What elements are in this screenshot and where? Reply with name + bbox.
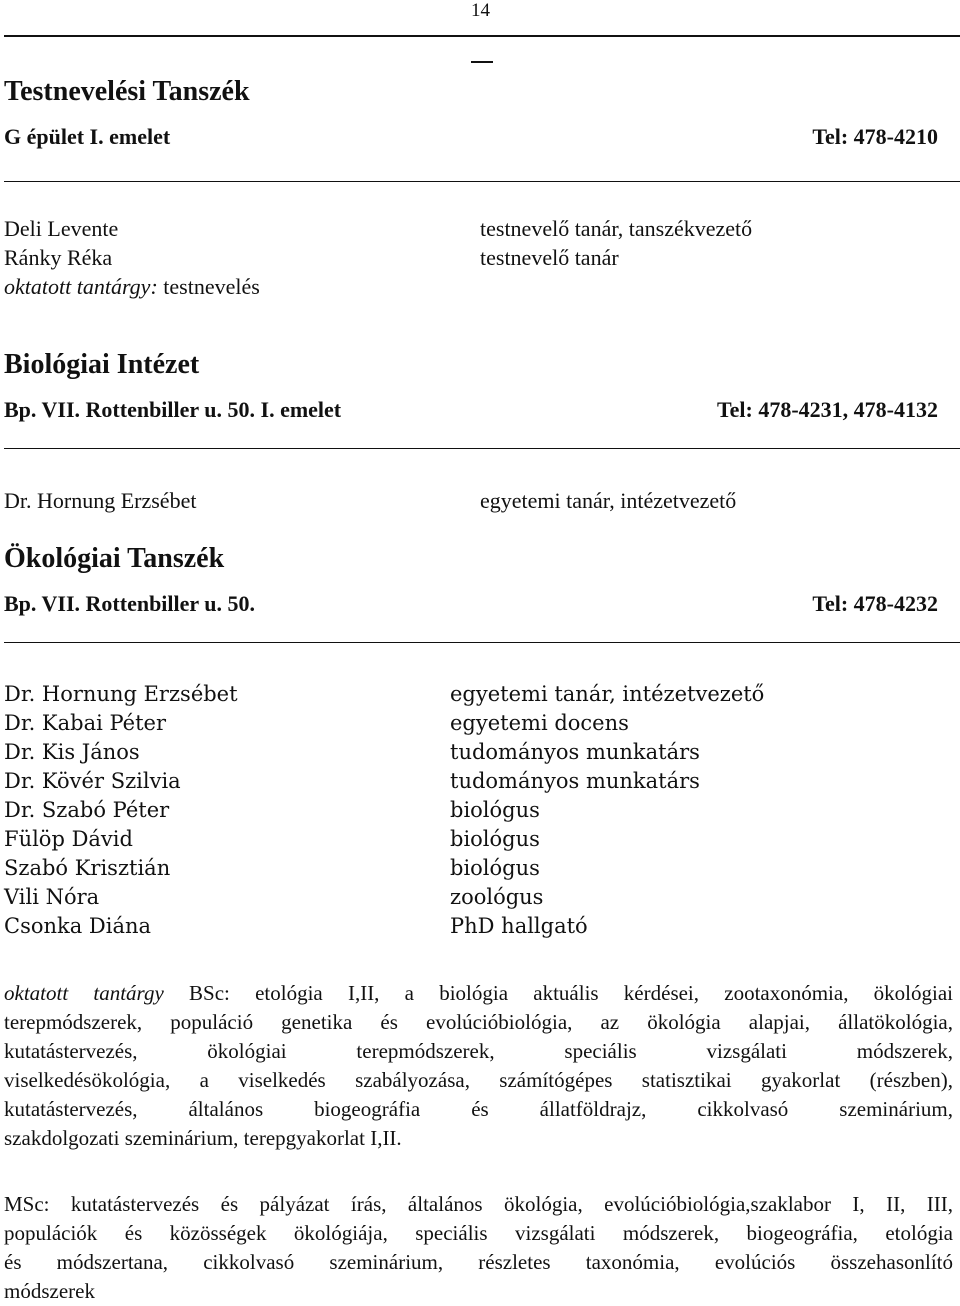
staff-role: tudományos munkatárs bbox=[450, 769, 700, 793]
section-tel: Tel: 478-4210 bbox=[812, 124, 938, 149]
staff-role: biológus bbox=[450, 798, 540, 822]
staff-names bbox=[4, 680, 238, 941]
staff-role: egyetemi tanár, intézetvezető bbox=[480, 488, 737, 513]
staff-role: egyetemi tanár, intézetvezető bbox=[450, 682, 765, 706]
staff-role: zoológus bbox=[450, 885, 544, 909]
bsc-subjects-paragraph bbox=[4, 979, 953, 1153]
staff-name: Szabó Krisztián bbox=[4, 856, 171, 880]
section-tel: Tel: 478-4231, 478-4132 bbox=[716, 397, 938, 422]
staff-name: Ránky Réka bbox=[4, 245, 113, 270]
subject-label: oktatott tantárgy: bbox=[4, 274, 158, 299]
subject-label: oktatott tantárgy bbox=[4, 981, 164, 1005]
staff-name: Csonka Diána bbox=[4, 914, 152, 938]
section-address: G épület I. emelet bbox=[4, 124, 171, 149]
paragraph-line: szakdolgozati szeminárium, terepgyakorlat I,II. bbox=[4, 1126, 402, 1150]
paragraph-line: és módszertana, cikkolvasó szeminárium, részletes taxonómia, evolúciós összehasonlító bbox=[4, 1250, 953, 1274]
staff-role: testnevelő tanár bbox=[480, 245, 619, 270]
staff-roles bbox=[480, 214, 752, 272]
staff-name: Vili Nóra bbox=[4, 885, 100, 909]
paragraph-line: MSc: kutatástervezés és pályázat írás, általános ökológia, evolúcióbiológia,szaklabor I, II, III, bbox=[4, 1192, 953, 1216]
paragraph-line: módszerek bbox=[4, 1279, 95, 1303]
section-title-okologiai-tanszek: Ökológiai Tanszék bbox=[4, 543, 225, 574]
staff-role: biológus bbox=[450, 827, 540, 851]
paragraph-line: viselkedésökológia, a viselkedés szabályozása, számítógépes statisztikai gyakorlat (részben), bbox=[4, 1068, 953, 1092]
section-rule bbox=[4, 181, 960, 182]
staff-roles bbox=[450, 680, 764, 941]
subject-line bbox=[4, 272, 260, 301]
staff-name: Deli Levente bbox=[4, 216, 119, 241]
staff-role: egyetemi docens bbox=[450, 711, 629, 735]
staff-name: Dr. Kis János bbox=[4, 740, 140, 764]
section-address: Bp. VII. Rottenbiller u. 50. bbox=[4, 591, 256, 616]
header-rule bbox=[4, 35, 960, 37]
staff-name: Dr. Kövér Szilvia bbox=[4, 769, 181, 793]
msc-subjects-paragraph bbox=[4, 1190, 953, 1306]
staff-role: PhD hallgató bbox=[450, 914, 588, 938]
staff-names bbox=[4, 214, 260, 301]
paragraph-line: kutatástervezés, általános biogeográfia és állatföldrajz, cikkolvasó szeminárium, bbox=[4, 1097, 953, 1121]
staff-name: Fülöp Dávid bbox=[4, 827, 133, 851]
paragraph-line: populációk és közösségek ökológiája, speciális vizsgálati módszerek, biogeográfia, etológia bbox=[4, 1221, 953, 1245]
staff-name: Dr. Hornung Erzsébet bbox=[4, 682, 238, 706]
staff-name: Dr. Kabai Péter bbox=[4, 711, 167, 735]
section-tel: Tel: 478-4232 bbox=[812, 591, 938, 616]
staff-role: biológus bbox=[450, 856, 540, 880]
staff-name: Dr. Szabó Péter bbox=[4, 798, 170, 822]
staff-role: testnevelő tanár, tanszékvezető bbox=[480, 216, 753, 241]
section-rule bbox=[4, 642, 960, 643]
header-dash bbox=[471, 61, 493, 63]
subject-value: testnevelés bbox=[163, 274, 260, 299]
paragraph-line: terepmódszerek, populáció genetika és evolúcióbiológia, az ökológia alapjai, állatökológia, bbox=[4, 1010, 953, 1034]
section-rule bbox=[4, 448, 960, 449]
staff-role: tudományos munkatárs bbox=[450, 740, 700, 764]
section-title-testneveles: Testnevelési Tanszék bbox=[4, 76, 250, 107]
paragraph-line: kutatástervezés, ökológiai terepmódszerek, speciális vizsgálati módszerek, bbox=[4, 1039, 953, 1063]
section-title-biologiai-intezet: Biológiai Intézet bbox=[4, 349, 200, 380]
staff-name: Dr. Hornung Erzsébet bbox=[4, 488, 197, 513]
page-number: 14 bbox=[471, 0, 490, 21]
paragraph-line: oktatott tantárgy BSc: etológia I,II, a biológia aktuális kérdései, zootaxonómia, ökológiai bbox=[4, 981, 954, 1005]
section-address: Bp. VII. Rottenbiller u. 50. I. emelet bbox=[4, 397, 342, 422]
